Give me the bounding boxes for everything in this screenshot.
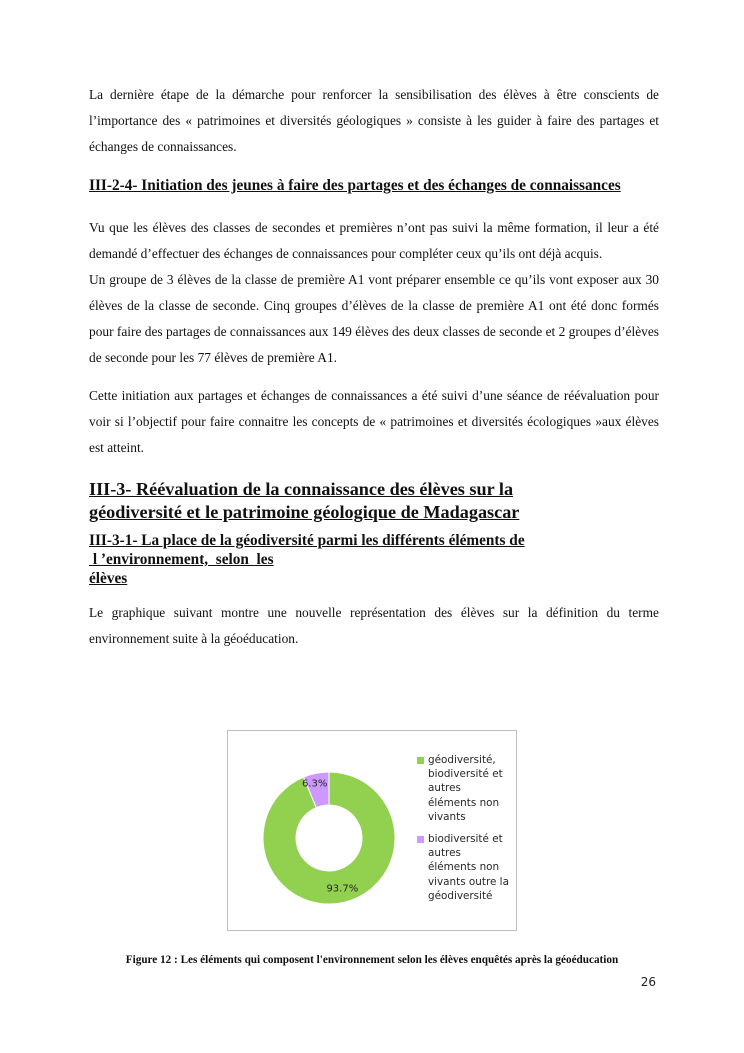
intro-paragraph: La dernière étape de la démarche pour renforcer la sensibilisation des élèves à être conscients de l’importance des « patrimoines et diversités géologiques » consiste à les guider à faire des partages et échanges de connaissances. — [89, 87, 659, 154]
paragraph-chart-intro: Le graphique suivant montre une nouvelle représentation des élèves sur la définition du terme environnement suite à la géoéducation. — [89, 605, 659, 646]
paragraph-groups: Un groupe de 3 élèves de la classe de première A1 vont préparer ensemble ce qu’ils vont exposer aux 30 élèves de la classe de seconde. Cinq groupes d’élèves de la classe de première A1 ont été donc formés pour faire des partages de connaissances aux 149 élèves des deux classes de seconde et 2 groupes d’élèves de seconde pour les 77 élèves de première A1. — [89, 272, 660, 365]
legend-label-geodiversity: géodiversité, biodiversité et autres éléments non vivants — [428, 754, 503, 823]
section-heading-3-line1: III-3- Réévaluation de la connaissance des élèves sur la — [89, 479, 514, 499]
legend-item-biodiversity — [417, 832, 517, 903]
legend-swatch-purple — [417, 836, 424, 843]
chart-legend — [417, 753, 517, 911]
legend-swatch-green — [417, 757, 424, 764]
section-heading-2-4: III-2-4- Initiation des jeunes à faire des partages et des échanges de connaissances — [89, 177, 621, 194]
section-heading-3-1-line1: III-3-1- La place de la géodiversité parmi les différents éléments de — [89, 532, 525, 549]
section-heading-3-line2: géodiversité et le patrimoine géologique de Madagascar — [89, 502, 520, 522]
figure-caption: Figure 12 : Les éléments qui composent l'environnement selon les élèves enquêtés après la géoéducation — [125, 954, 619, 966]
legend-label-biodiversity: biodiversité et autres éléments non vivants outre la géodiversité — [428, 833, 509, 902]
document-body — [89, 82, 659, 652]
paragraph-reevaluation-intro: Cette initiation aux partages et échanges de connaissances a été suivi d’une séance de réévaluation pour voir si l’objectif pour faire connaitre les concepts de « patrimoines et diversités écologiques »aux élèves est atteint. — [89, 388, 659, 455]
section-heading-3-1-line3: élèves — [89, 570, 128, 587]
page-number: 26 — [640, 975, 656, 989]
section-heading-3-1 — [89, 531, 659, 588]
section-heading-3-1-line2: l ’environnement, selon les — [89, 551, 274, 568]
paragraph-exchange-reason: Vu que les élèves des classes de secondes et premières n’ont pas suivi la même formation, il leur a été demandé d’effectuer des échanges de connaissances pour compléter ceux qu’ils ont déjà acquis. — [89, 220, 659, 261]
legend-item-geodiversity — [417, 753, 517, 824]
data-label-geodiversity: 93.7% — [326, 883, 359, 895]
doughnut-chart — [227, 730, 517, 931]
data-label-biodiversity: 6.3% — [301, 778, 328, 790]
section-heading-3 — [89, 478, 659, 524]
